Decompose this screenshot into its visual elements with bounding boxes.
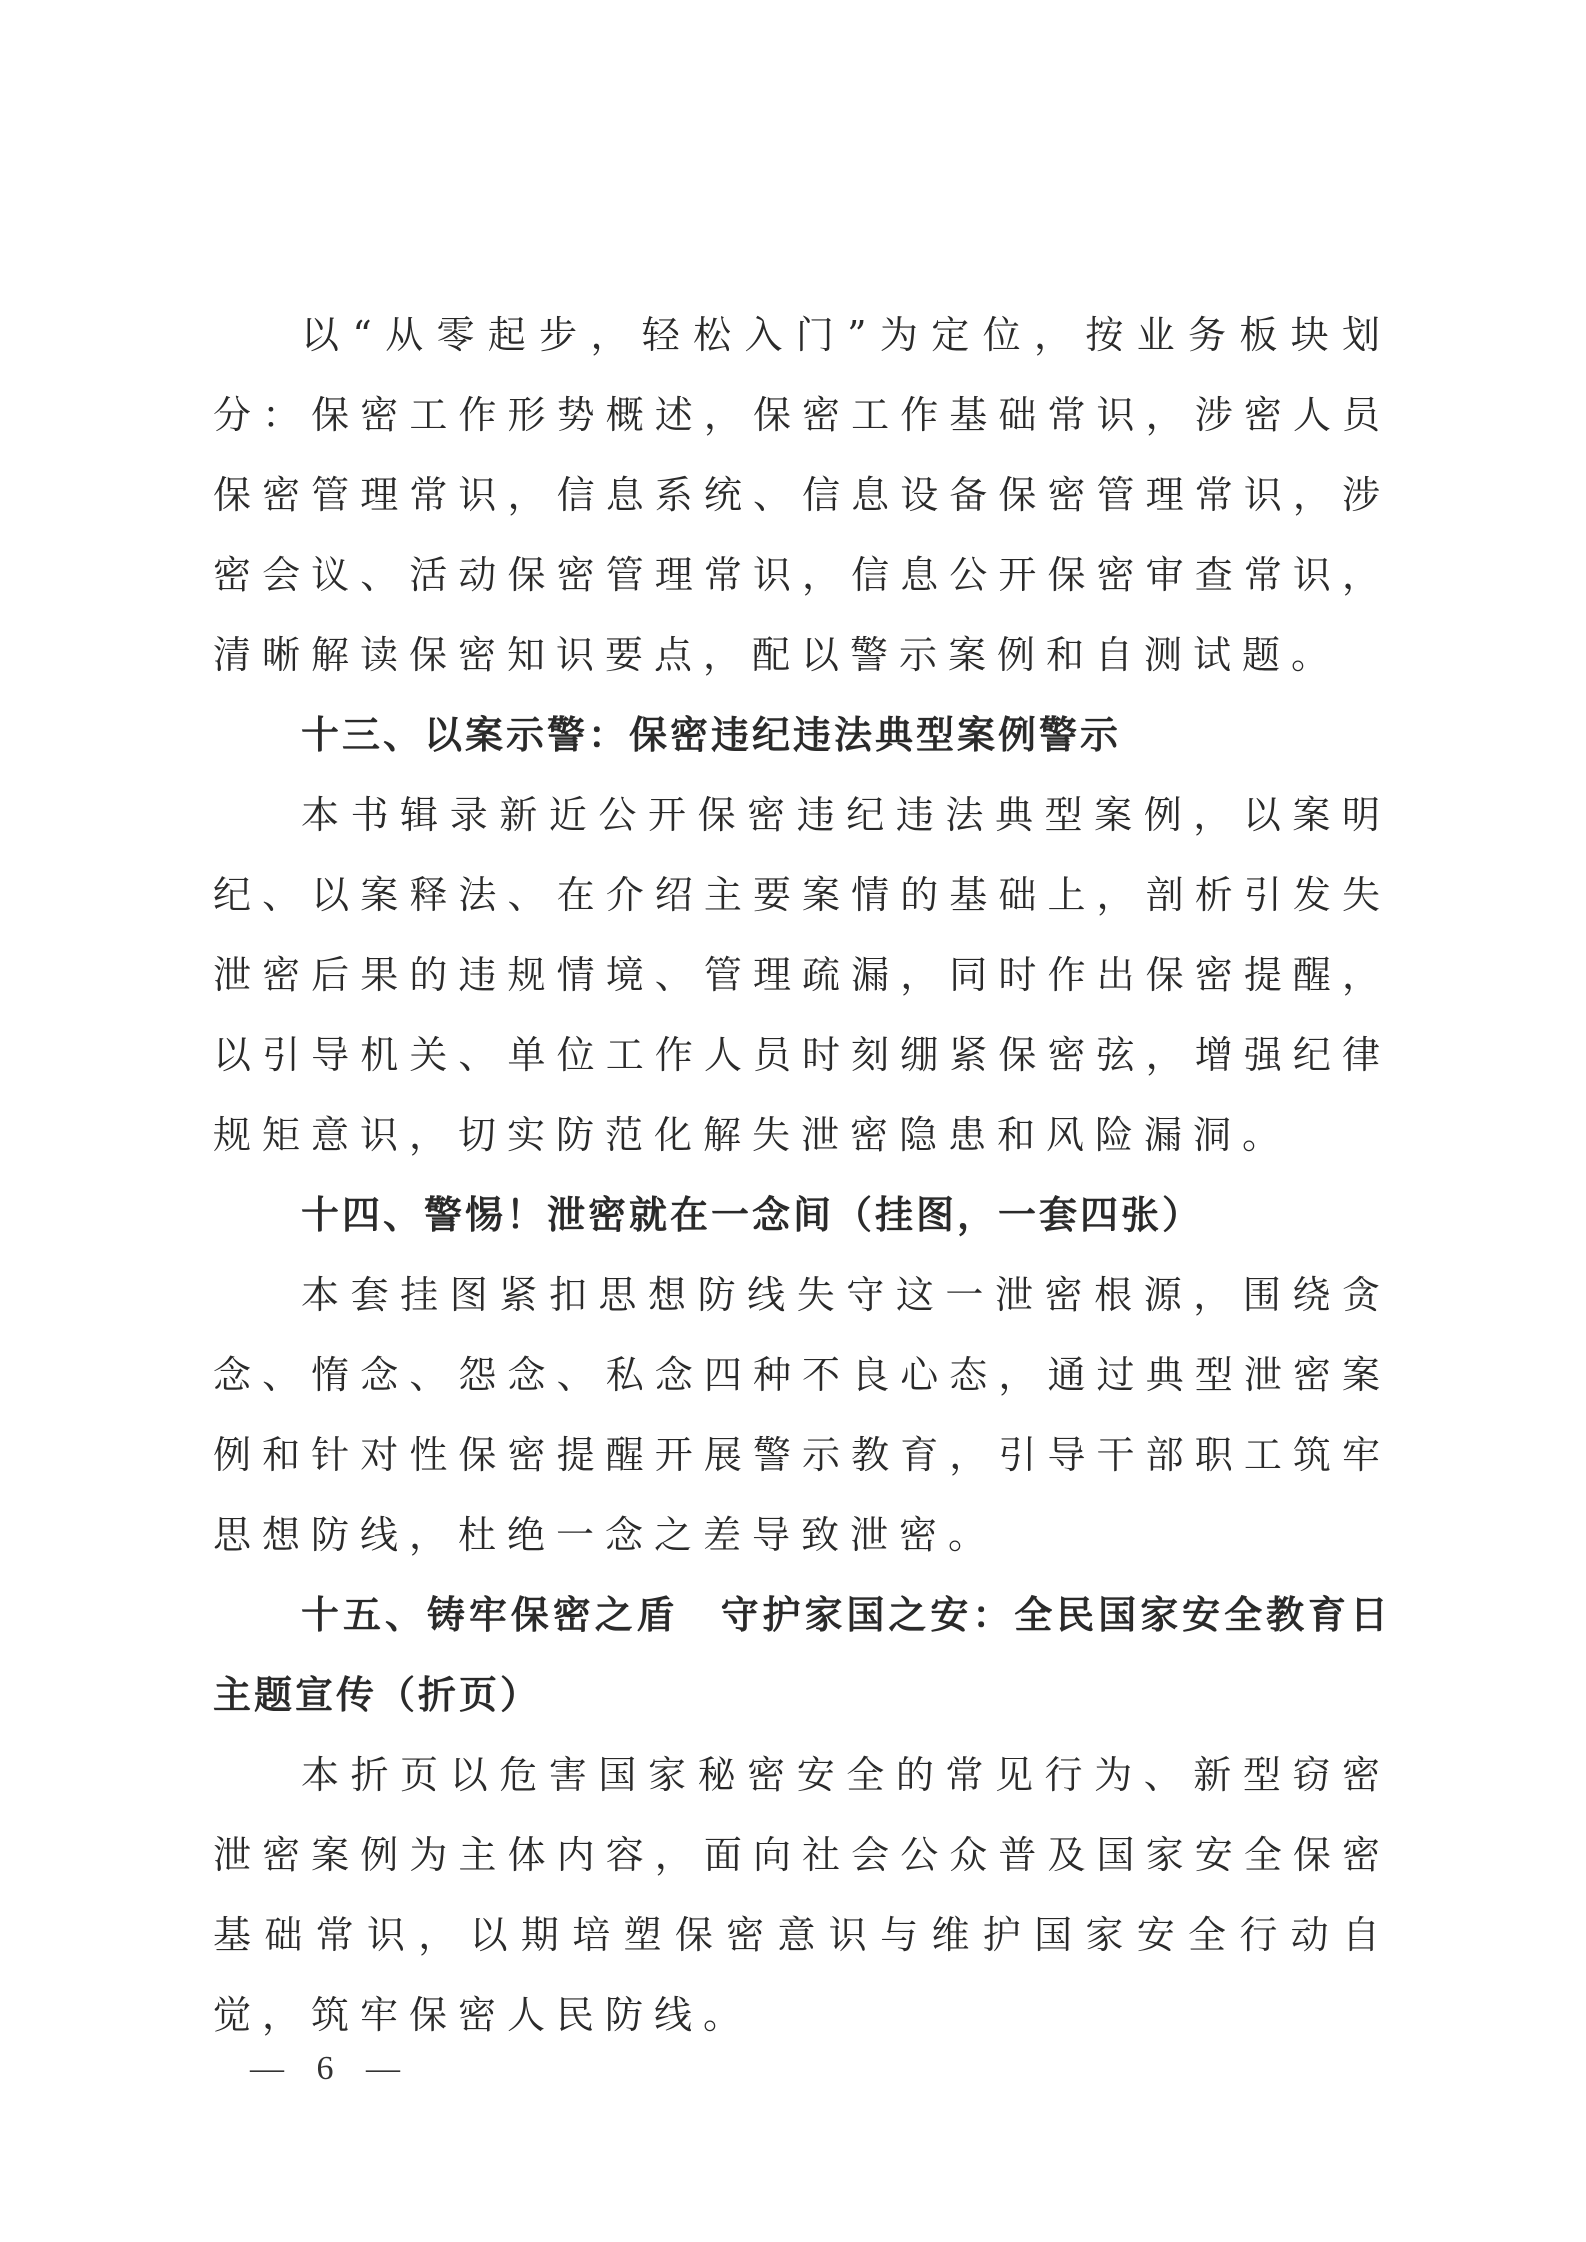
body-paragraph: 本书辑录新近公开保密违纪违法典型案例，以案明纪、以案释法、在介绍主要案情的基础上，剖析引发失泄密后果的违规情境、管理疏漏，同时作出保密提醒，以引导机关、单位工作人员时刻绷紧保密弦，增强纪律规矩意识，切实防范化解失泄密隐患和风险漏洞。 [213,793,1391,1157]
body-paragraph: 本折页以危害国家秘密安全的常见行为、新型窃密泄密案例为主体内容，面向社会公众普及国家安全保密基础常识，以期培塑保密意识与维护国家安全行动自觉，筑牢保密人民防线。 [213,1753,1391,2037]
section-heading: 十五、铸牢保密之盾 守护家国之安：全民国家安全教育日主题宣传（折页） [213,1593,1391,1717]
section-heading: 十四、警惕！泄密就在一念间（挂图，一套四张） [301,1193,1204,1237]
body-paragraph: 本套挂图紧扣思想防线失守这一泄密根源，围绕贪念、惰念、怨念、私念四种不良心态，通过典型泄密案例和针对性保密提醒开展警示教育，引导干部职工筑牢思想防线，杜绝一念之差导致泄密。 [213,1273,1391,1557]
document-body [213,295,1391,2055]
body-paragraph: 以“从零起步，轻松入门”为定位，按业务板块划分：保密工作形势概述，保密工作基础常识，涉密人员保密管理常识，信息系统、信息设备保密管理常识，涉密会议、活动保密管理常识，信息公开保密审查常识，清晰解读保密知识要点，配以警示案例和自测试题。 [213,313,1391,677]
section-heading: 十三、以案示警：保密违纪违法典型案例警示 [301,713,1122,757]
page-number: — 6 — [250,2050,412,2087]
